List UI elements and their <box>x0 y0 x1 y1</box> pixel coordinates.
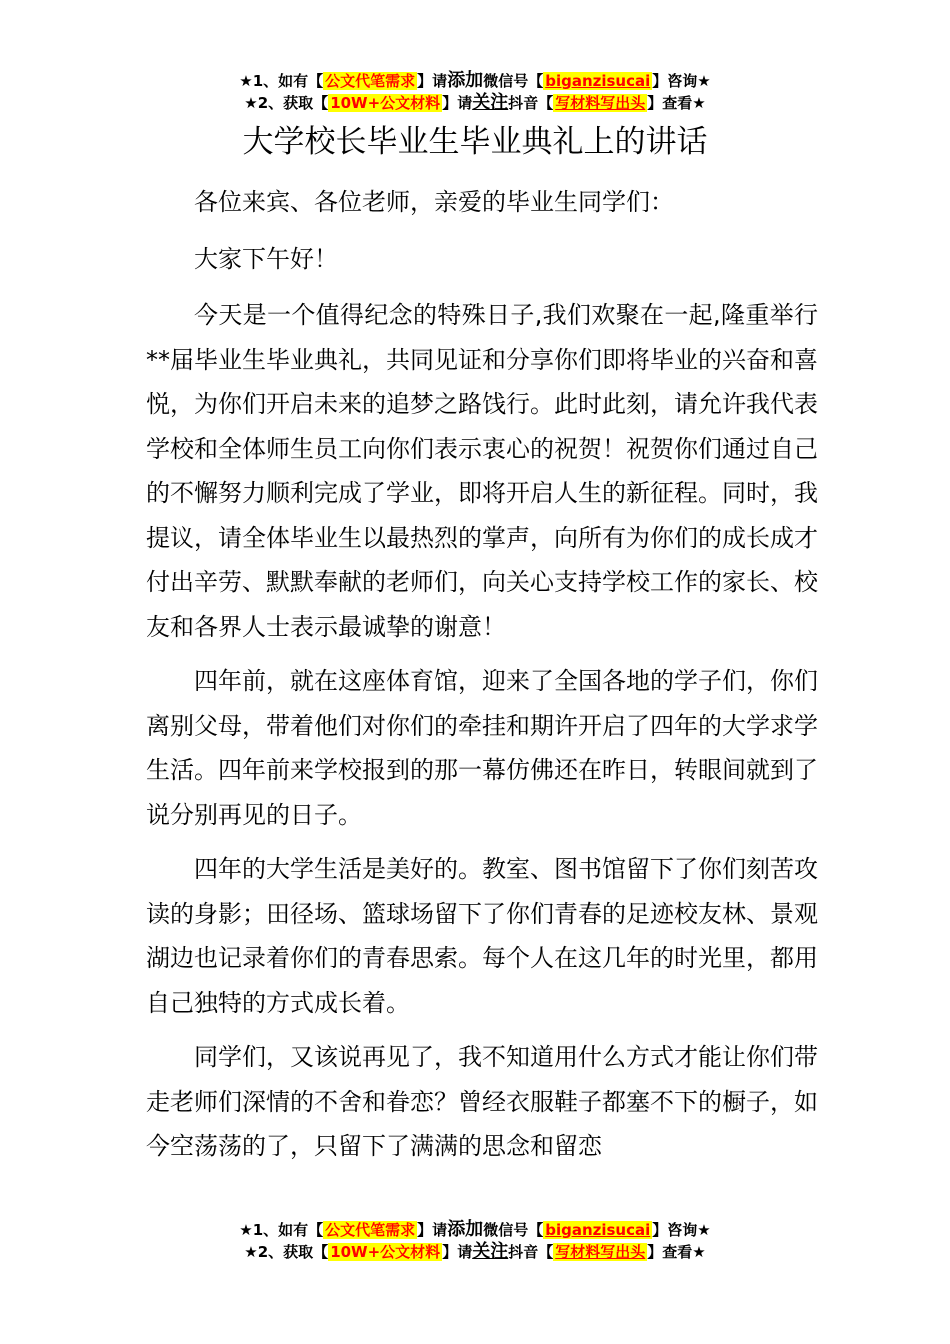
greeting: 大家下午好！ <box>194 244 338 273</box>
body-paragraph: 同学们，又该说再见了，我不知道用什么方式才能让你们带走老师们深情的不舍和眷恋？曾经衣服鞋子都塞不下的橱子，如今空荡荡的了，只留下了满满的思念和留恋 <box>146 1043 818 1160</box>
star-icon: ★ <box>244 94 258 112</box>
footer-promo-banner <box>0 1219 950 1263</box>
body-paragraph: 四年的大学生活是美好的。教室、图书馆留下了你们刻苦攻读的身影；田径场、篮球场留下了你们青春的足迹校友林、景观湖边也记录着你们的青春思索。每个人在这几年的时光里，都用自己独特的方式成长着。 <box>146 855 818 1017</box>
promo-highlight: 公文代笔需求 <box>325 72 416 90</box>
promo-text: 】请 <box>417 72 448 90</box>
promo-text: 】咨询★ <box>652 1221 711 1239</box>
promo-text: 1、如有【 <box>252 1221 324 1239</box>
star-icon: ★ <box>239 1221 253 1239</box>
star-icon: ★ <box>239 72 253 90</box>
promo-line-1 <box>0 1219 950 1241</box>
promo-text: 1、如有【 <box>252 72 324 90</box>
header-promo-banner <box>0 70 950 114</box>
body-paragraph: 今天是一个值得纪念的特殊日子,我们欢聚在一起,隆重举行**届毕业生毕业典礼，共同见证和分享你们即将毕业的兴奋和喜悦，为你们开启未来的追梦之路饯行。此时此刻，请允许我代表学校和全体师生员工向你们表示衷心的祝贺！祝贺你们通过自己的不懈努力顺利完成了学业，即将开启人生的新征程。同时，我提议，请全体毕业生以最热烈的掌声，向所有为你们的成长成才付出辛劳、默默奉献的老师们，向关心支持学校工作的家长、校友和各界人士表示最诚挚的谢意！ <box>146 301 818 641</box>
promo-text: 】请 <box>442 1243 473 1261</box>
promo-text: 抖音【 <box>508 94 554 112</box>
promo-text: 抖音【 <box>508 1243 554 1261</box>
douyin-account-link[interactable]: 写材料写出头 <box>555 1243 646 1261</box>
body-paragraph: 四年前，就在这座体育馆，迎来了全国各地的学子们，你们离别父母，带着他们对你们的牵挂和期许开启了四年的大学求学生活。四年前来学校报到的那一幕仿佛还在昨日，转眼间就到了说分别再见的日子。 <box>146 667 818 829</box>
promo-line-2 <box>0 1241 950 1263</box>
promo-emphasis: 关注 <box>472 92 509 113</box>
promo-text: 2、获取【 <box>257 94 329 112</box>
star-icon: ★ <box>244 1243 258 1261</box>
promo-text: 微信号【 <box>483 72 544 90</box>
promo-text: 】请 <box>442 94 473 112</box>
promo-text: 】查看★ <box>647 94 706 112</box>
document-title: 大学校长毕业生毕业典礼上的讲话 <box>242 124 708 160</box>
salutation: 各位来宾、各位老师，亲爱的毕业生同学们： <box>194 188 674 216</box>
promo-highlight: 公文代笔需求 <box>325 1221 416 1239</box>
promo-highlight: 10W+公文材料 <box>330 94 441 112</box>
promo-line-2 <box>0 92 950 114</box>
promo-text: 2、获取【 <box>257 1243 329 1261</box>
document-body <box>146 180 818 1179</box>
promo-text: 微信号【 <box>483 1221 544 1239</box>
promo-text: 】查看★ <box>647 1243 706 1261</box>
promo-emphasis: 关注 <box>472 1241 509 1262</box>
promo-emphasis: 添加 <box>447 70 484 91</box>
wechat-id-link[interactable]: biganzisucai <box>545 72 651 90</box>
promo-text: 】请 <box>417 1221 448 1239</box>
promo-line-1 <box>0 70 950 92</box>
promo-emphasis: 添加 <box>447 1219 484 1240</box>
promo-highlight: 10W+公文材料 <box>330 1243 441 1261</box>
douyin-account-link[interactable]: 写材料写出头 <box>555 94 646 112</box>
wechat-id-link[interactable]: biganzisucai <box>545 1221 651 1239</box>
promo-text: 】咨询★ <box>652 72 711 90</box>
